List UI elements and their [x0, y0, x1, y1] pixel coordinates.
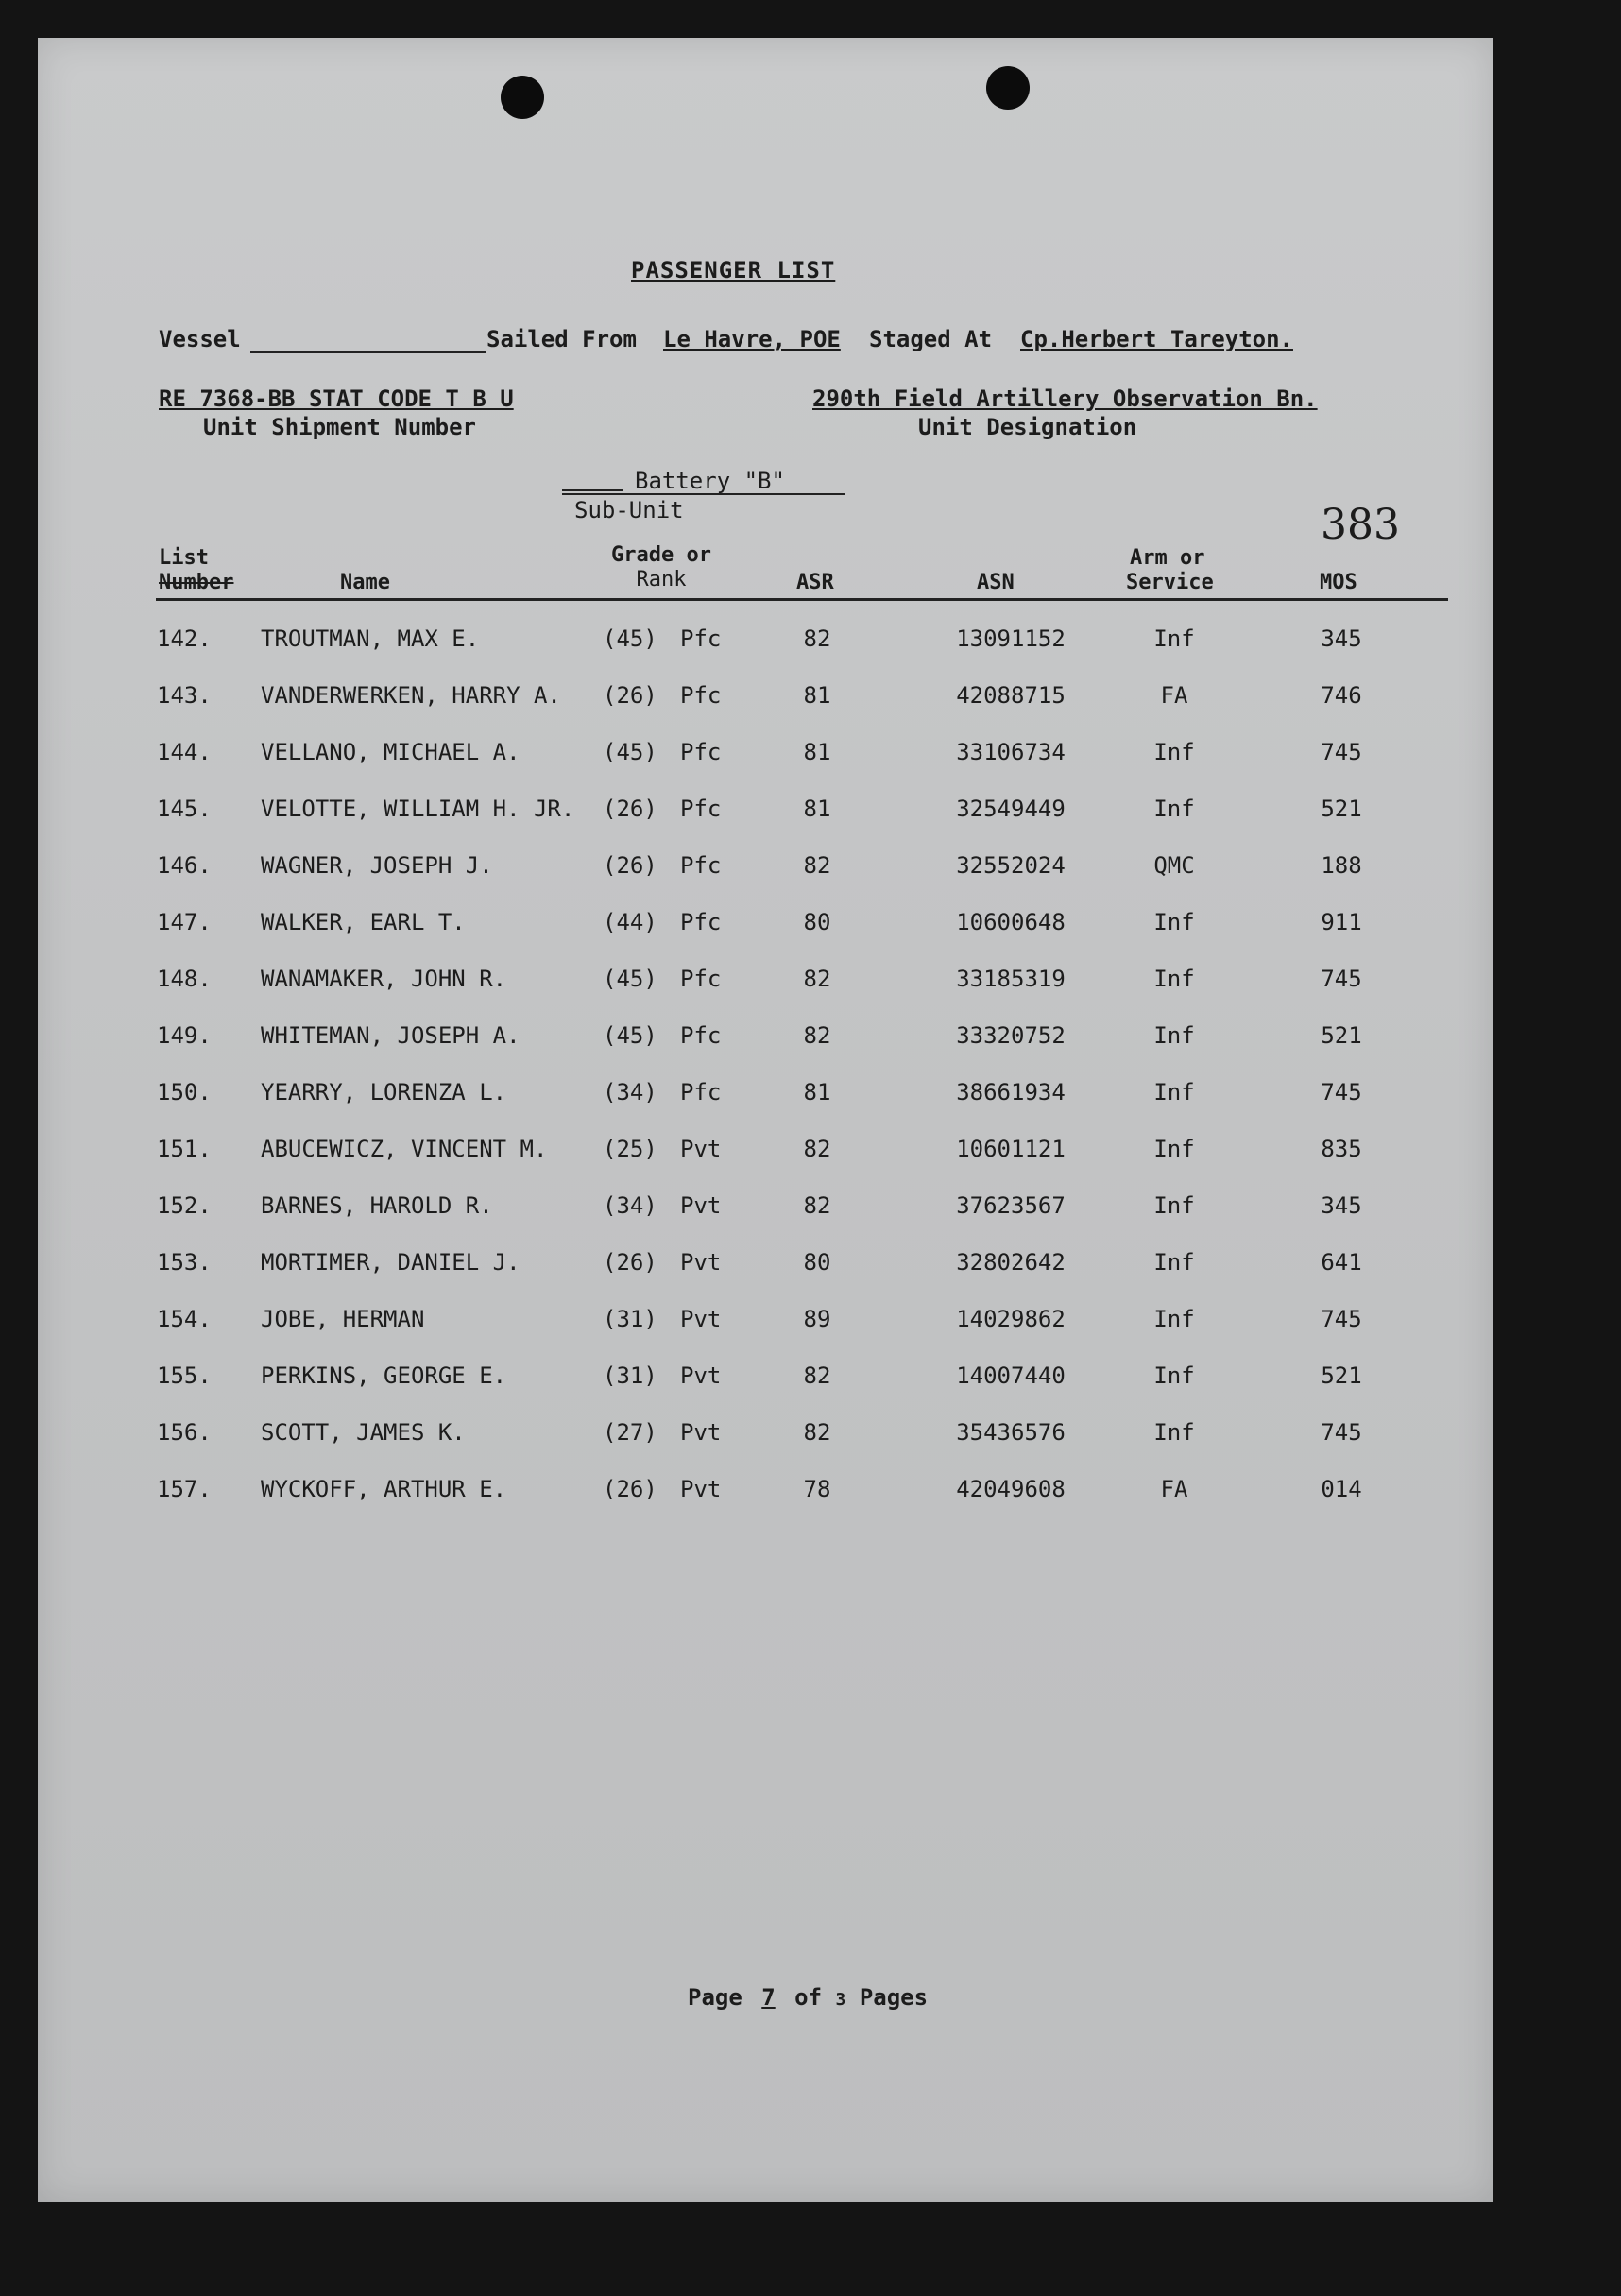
asr-cell: 82	[803, 1022, 831, 1049]
name-cell: WALKER, EARL T.	[261, 909, 466, 935]
asr-cell: 80	[803, 1249, 831, 1276]
table-row	[38, 625, 1493, 663]
arm-cell: FA	[1160, 682, 1188, 709]
asr-cell: 89	[803, 1306, 831, 1332]
col-header-mos: MOS	[1320, 571, 1357, 594]
table-row	[38, 1022, 1493, 1060]
asr-cell: 82	[803, 1136, 831, 1162]
arm-cell: Inf	[1153, 625, 1195, 652]
col-header-list-number: List Number	[159, 546, 234, 594]
name-cell: WANAMAKER, JOHN R.	[261, 966, 507, 992]
name-cell: VELLANO, MICHAEL A.	[261, 739, 520, 765]
asn-cell: 10600648	[956, 909, 1066, 935]
asn-cell: 35436576	[956, 1419, 1066, 1446]
asn-cell: 38661934	[956, 1079, 1066, 1105]
rank-cell: Pvt	[680, 1419, 722, 1446]
document-page	[38, 38, 1493, 2202]
asn-cell: 42088715	[956, 682, 1066, 709]
grade-code-cell: (44)	[603, 909, 657, 935]
list-number-cell: 146.	[157, 852, 212, 879]
col-header-name: Name	[340, 571, 390, 594]
sub-unit-label: Sub-Unit	[574, 497, 684, 523]
asn-cell: 32552024	[956, 852, 1066, 879]
grade-code-cell: (34)	[603, 1192, 657, 1219]
asn-cell: 33185319	[956, 966, 1066, 992]
mos-cell: 521	[1321, 796, 1362, 822]
name-cell: VELOTTE, WILLIAM H. JR.	[261, 796, 575, 822]
asr-cell: 81	[803, 796, 831, 822]
list-number-cell: 145.	[157, 796, 212, 822]
list-number-cell: 150.	[157, 1079, 212, 1105]
grade-code-cell: (31)	[603, 1362, 657, 1389]
asn-cell: 32802642	[956, 1249, 1066, 1276]
mos-cell: 345	[1321, 1192, 1362, 1219]
staged-at-value: Cp.Herbert Tareyton.	[1020, 326, 1293, 352]
mos-cell: 745	[1321, 1079, 1362, 1105]
col-header-asn: ASN	[977, 571, 1015, 594]
arm-cell: Inf	[1153, 1022, 1195, 1049]
table-row	[38, 1362, 1493, 1400]
arm-cell: FA	[1160, 1476, 1188, 1502]
asr-cell: 82	[803, 966, 831, 992]
stamped-page-number: 383	[1321, 501, 1400, 549]
name-cell: WHITEMAN, JOSEPH A.	[261, 1022, 520, 1049]
rank-cell: Pfc	[680, 625, 722, 652]
asn-cell: 14007440	[956, 1362, 1066, 1389]
table-row	[38, 966, 1493, 1003]
list-number-cell: 149.	[157, 1022, 212, 1049]
vessel-blank-line	[250, 351, 486, 353]
list-number-cell: 157.	[157, 1476, 212, 1502]
name-cell: ABUCEWICZ, VINCENT M.	[261, 1136, 548, 1162]
asr-cell: 82	[803, 625, 831, 652]
name-cell: YEARRY, LORENZA L.	[261, 1079, 507, 1105]
grade-code-cell: (45)	[603, 625, 657, 652]
grade-code-cell: (45)	[603, 739, 657, 765]
sailed-from-label: Sailed From	[486, 326, 637, 352]
asn-cell: 37623567	[956, 1192, 1066, 1219]
asr-cell: 81	[803, 682, 831, 709]
table-row	[38, 1419, 1493, 1457]
arm-cell: Inf	[1153, 1192, 1195, 1219]
name-cell: SCOTT, JAMES K.	[261, 1419, 466, 1446]
list-number-cell: 152.	[157, 1192, 212, 1219]
mos-cell: 345	[1321, 625, 1362, 652]
list-number-cell: 144.	[157, 739, 212, 765]
unit-designation-value: 290th Field Artillery Observation Bn.	[812, 386, 1318, 412]
grade-code-cell: (31)	[603, 1306, 657, 1332]
name-cell: BARNES, HAROLD R.	[261, 1192, 493, 1219]
table-row	[38, 909, 1493, 947]
rank-cell: Pfc	[680, 682, 722, 709]
rank-cell: Pvt	[680, 1476, 722, 1502]
mos-cell: 521	[1321, 1022, 1362, 1049]
mos-cell: 745	[1321, 966, 1362, 992]
punch-hole	[986, 66, 1030, 110]
arm-cell: Inf	[1153, 739, 1195, 765]
asr-cell: 80	[803, 909, 831, 935]
rank-cell: Pvt	[680, 1192, 722, 1219]
unit-designation-label: Unit Designation	[918, 414, 1137, 440]
col-header-grade: Grade or Rank	[611, 543, 711, 591]
sub-unit-lead-line	[562, 489, 623, 491]
name-cell: WYCKOFF, ARTHUR E.	[261, 1476, 507, 1502]
sailed-from-value: Le Havre, POE	[663, 326, 841, 352]
list-number-cell: 147.	[157, 909, 212, 935]
name-cell: VANDERWERKEN, HARRY A.	[261, 682, 561, 709]
arm-cell: QMC	[1153, 852, 1195, 879]
name-cell: JOBE, HERMAN	[261, 1306, 425, 1332]
asr-cell: 82	[803, 1419, 831, 1446]
rank-cell: Pfc	[680, 966, 722, 992]
mos-cell: 745	[1321, 1306, 1362, 1332]
arm-cell: Inf	[1153, 1136, 1195, 1162]
table-row	[38, 1476, 1493, 1514]
grade-code-cell: (25)	[603, 1136, 657, 1162]
list-number-cell: 154.	[157, 1306, 212, 1332]
asn-cell: 13091152	[956, 625, 1066, 652]
asr-cell: 82	[803, 1362, 831, 1389]
table-row	[38, 1192, 1493, 1230]
rank-cell: Pvt	[680, 1249, 722, 1276]
staged-at-label: Staged At	[869, 326, 993, 352]
grade-code-cell: (26)	[603, 796, 657, 822]
table-row	[38, 739, 1493, 777]
asr-cell: 78	[803, 1476, 831, 1502]
grade-code-cell: (45)	[603, 1022, 657, 1049]
vessel-label: Vessel	[159, 326, 241, 352]
asn-cell: 42049608	[956, 1476, 1066, 1502]
list-number-cell: 153.	[157, 1249, 212, 1276]
grade-code-cell: (26)	[603, 682, 657, 709]
asr-cell: 81	[803, 739, 831, 765]
punch-hole	[501, 76, 544, 119]
rank-cell: Pvt	[680, 1306, 722, 1332]
mos-cell: 521	[1321, 1362, 1362, 1389]
list-number-cell: 151.	[157, 1136, 212, 1162]
table-row	[38, 852, 1493, 890]
col-header-asr: ASR	[796, 571, 834, 594]
asn-cell: 10601121	[956, 1136, 1066, 1162]
rank-cell: Pfc	[680, 796, 722, 822]
grade-code-cell: (26)	[603, 1476, 657, 1502]
mos-cell: 745	[1321, 1419, 1362, 1446]
rank-cell: Pfc	[680, 1079, 722, 1105]
sub-unit-value: Battery "B"	[635, 468, 785, 494]
name-cell: MORTIMER, DANIEL J.	[261, 1249, 520, 1276]
arm-cell: Inf	[1153, 1079, 1195, 1105]
col-header-arm: Arm or Service	[1126, 546, 1214, 594]
arm-cell: Inf	[1153, 1419, 1195, 1446]
mos-cell: 745	[1321, 739, 1362, 765]
sub-unit-underline	[562, 493, 845, 495]
grade-code-cell: (34)	[603, 1079, 657, 1105]
name-cell: WAGNER, JOSEPH J.	[261, 852, 493, 879]
table-row	[38, 682, 1493, 720]
grade-code-cell: (45)	[603, 966, 657, 992]
arm-cell: Inf	[1153, 796, 1195, 822]
table-row	[38, 796, 1493, 833]
name-cell: TROUTMAN, MAX E.	[261, 625, 480, 652]
grade-code-cell: (26)	[603, 1249, 657, 1276]
arm-cell: Inf	[1153, 966, 1195, 992]
rank-cell: Pfc	[680, 1022, 722, 1049]
list-number-cell: 143.	[157, 682, 212, 709]
mos-cell: 188	[1321, 852, 1362, 879]
unit-shipment-number-value: RE 7368-BB STAT CODE T B U	[159, 386, 514, 412]
asr-cell: 82	[803, 1192, 831, 1219]
arm-cell: Inf	[1153, 1249, 1195, 1276]
mos-cell: 014	[1321, 1476, 1362, 1502]
table-row	[38, 1249, 1493, 1287]
table-row	[38, 1306, 1493, 1344]
asn-cell: 33320752	[956, 1022, 1066, 1049]
arm-cell: Inf	[1153, 909, 1195, 935]
asn-cell: 32549449	[956, 796, 1066, 822]
arm-cell: Inf	[1153, 1306, 1195, 1332]
name-cell: PERKINS, GEORGE E.	[261, 1362, 507, 1389]
mos-cell: 746	[1321, 682, 1362, 709]
list-number-cell: 155.	[157, 1362, 212, 1389]
rank-cell: Pfc	[680, 852, 722, 879]
document-title: PASSENGER LIST	[631, 257, 836, 283]
page-footer: Page 7 of 3 Pages	[688, 1984, 929, 2011]
list-number-cell: 142.	[157, 625, 212, 652]
asr-cell: 81	[803, 1079, 831, 1105]
list-number-cell: 156.	[157, 1419, 212, 1446]
header-rule	[156, 598, 1448, 601]
mos-cell: 835	[1321, 1136, 1362, 1162]
list-number-cell: 148.	[157, 966, 212, 992]
mos-cell: 911	[1321, 909, 1362, 935]
grade-code-cell: (27)	[603, 1419, 657, 1446]
unit-shipment-number-label: Unit Shipment Number	[203, 414, 476, 440]
asr-cell: 82	[803, 852, 831, 879]
rank-cell: Pfc	[680, 909, 722, 935]
rank-cell: Pvt	[680, 1362, 722, 1389]
mos-cell: 641	[1321, 1249, 1362, 1276]
arm-cell: Inf	[1153, 1362, 1195, 1389]
asn-cell: 14029862	[956, 1306, 1066, 1332]
rank-cell: Pvt	[680, 1136, 722, 1162]
table-row	[38, 1079, 1493, 1117]
table-row	[38, 1136, 1493, 1174]
asn-cell: 33106734	[956, 739, 1066, 765]
rank-cell: Pfc	[680, 739, 722, 765]
grade-code-cell: (26)	[603, 852, 657, 879]
